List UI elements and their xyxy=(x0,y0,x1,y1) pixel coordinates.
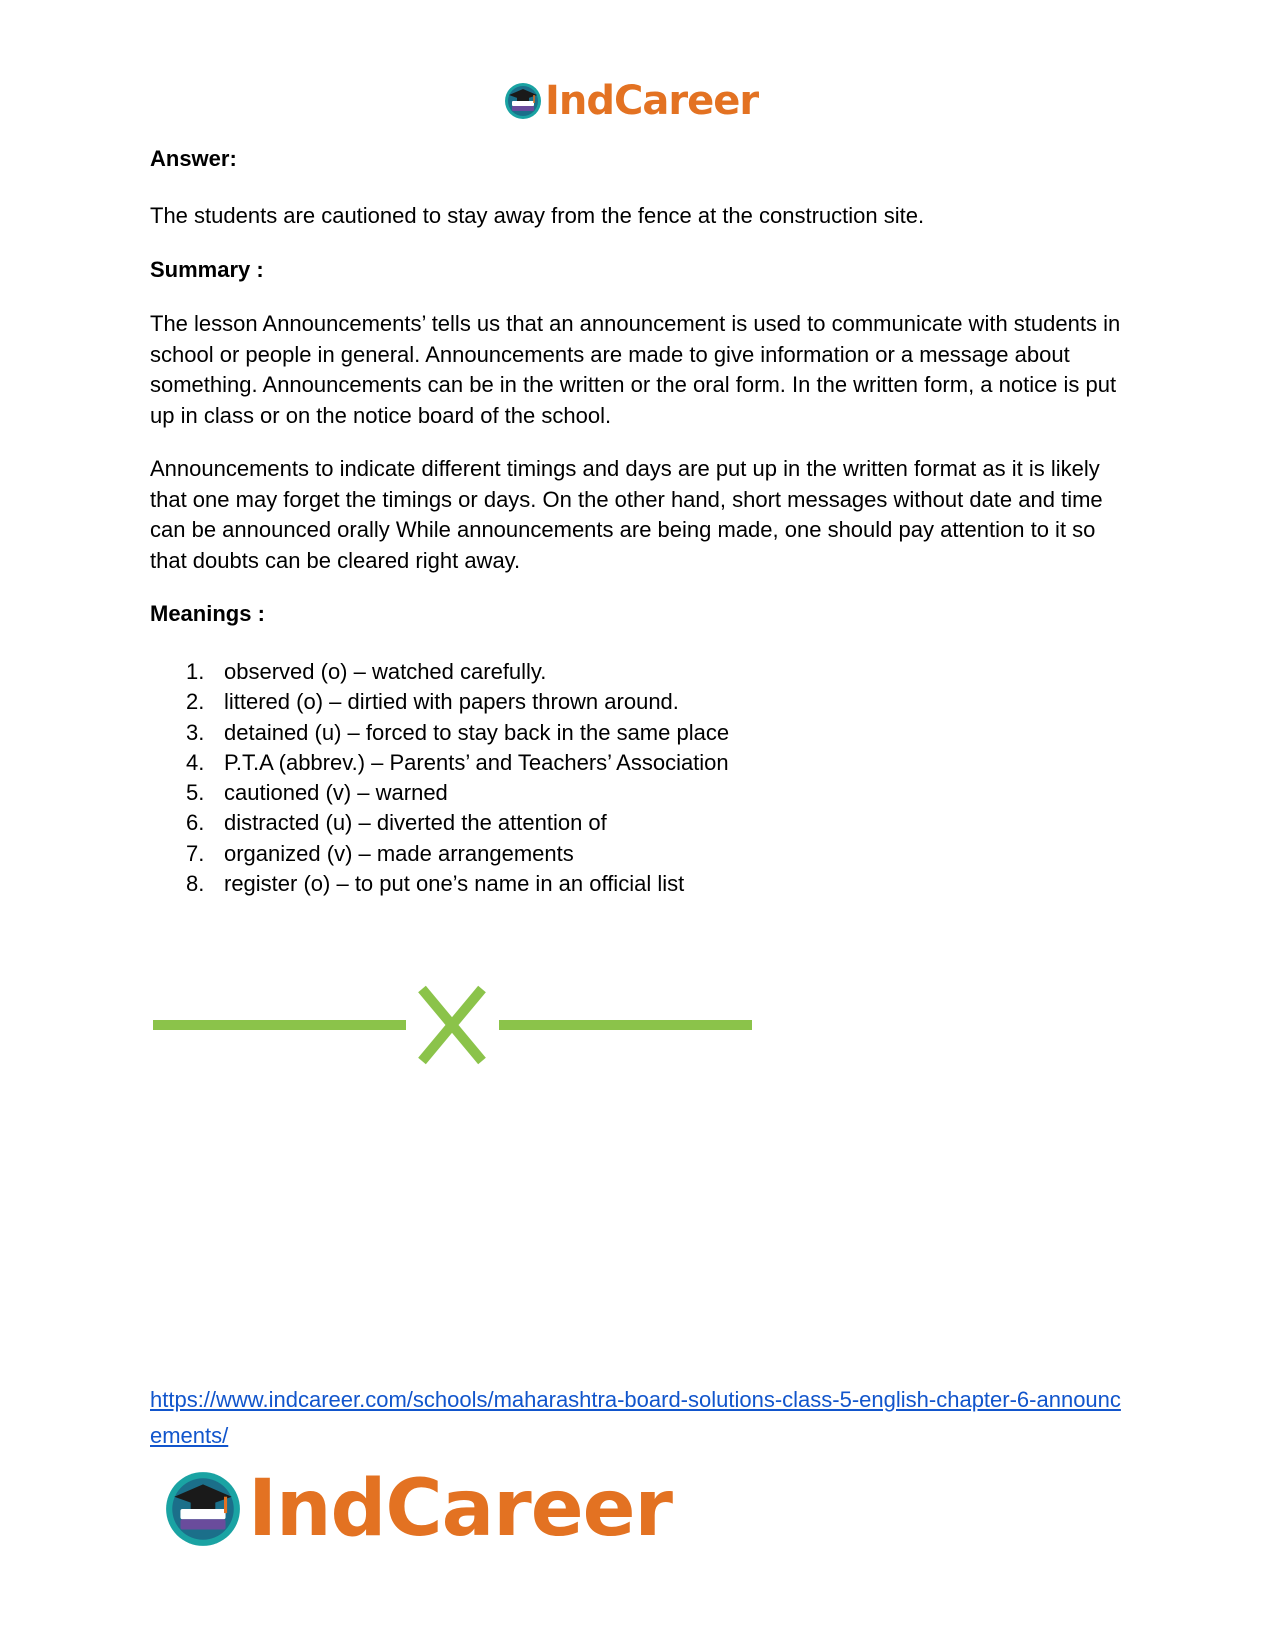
list-item xyxy=(150,808,729,838)
graduation-cap-books-icon xyxy=(162,1468,244,1550)
list-item xyxy=(150,778,729,808)
summary-paragraph-2: Announcements to indicate different timings and days are put up in the written format as it is likely that one may forget the timings or days. On the other hand, short messages without date and time can be announced orally While announcements are being made, one should pay attention to it so that doubts can be cleared right away. xyxy=(150,456,1103,573)
list-item-number: 1. xyxy=(186,659,205,684)
list-item-number: 5. xyxy=(186,780,205,806)
x-mark-icon xyxy=(422,989,482,1061)
divider-line-left xyxy=(153,1020,406,1030)
list-item xyxy=(150,687,729,717)
section-divider xyxy=(150,985,760,1065)
graduation-cap-books-icon xyxy=(503,81,543,121)
answer-text: The students are cautioned to stay away from the fence at the construction site. xyxy=(150,203,925,228)
list-item-text: cautioned (v) – warned xyxy=(224,780,448,806)
summary-heading: Summary : xyxy=(150,257,264,282)
meanings-list xyxy=(150,657,729,899)
list-item-number: 3. xyxy=(186,719,205,745)
list-item-text: distracted (u) – diverted the attention of xyxy=(224,810,607,836)
list-item-text: P.T.A (abbrev.) – Parents’ and Teachers’ Association xyxy=(224,749,729,775)
answer-heading: Answer: xyxy=(150,146,237,171)
brand-name: IndCareer xyxy=(248,1464,672,1554)
list-item-number: 7. xyxy=(186,840,205,866)
list-item-number: 6. xyxy=(186,810,205,836)
list-item xyxy=(150,718,729,748)
list-item-text: littered (o) – dirtied with papers thrown around. xyxy=(224,689,679,715)
list-item-text: observed (o) – watched carefully. xyxy=(224,659,547,684)
summary-paragraph-1: The lesson Announcements’ tells us that an announcement is used to communicate with students in school or people in general. Announcements are made to give information or a message about something. Announcements can be in the written or the oral form. In the written form, a notice is put up in class or on the notice board of the school. xyxy=(150,311,1121,428)
list-item xyxy=(150,839,729,869)
source-link[interactable]: https://www.indcareer.com/schools/maharashtra-board-solutions-class-5-english-chapter-6-announcements/ xyxy=(150,1387,1121,1448)
list-item xyxy=(150,869,729,899)
header-logo xyxy=(503,78,759,124)
footer-logo xyxy=(162,1464,672,1554)
list-item-text: register (o) – to put one’s name in an official list xyxy=(224,871,685,897)
list-item-text: detained (u) – forced to stay back in the same place xyxy=(224,719,730,745)
list-item xyxy=(150,657,729,687)
list-item xyxy=(150,748,729,778)
meanings-heading: Meanings : xyxy=(150,601,265,626)
brand-name: IndCareer xyxy=(545,78,759,124)
divider-line-right xyxy=(499,1020,752,1030)
list-item-text: organized (v) – made arrangements xyxy=(224,840,574,866)
list-item-number: 2. xyxy=(186,689,205,715)
list-item-number: 4. xyxy=(186,749,205,775)
list-item-number: 8. xyxy=(186,871,205,897)
